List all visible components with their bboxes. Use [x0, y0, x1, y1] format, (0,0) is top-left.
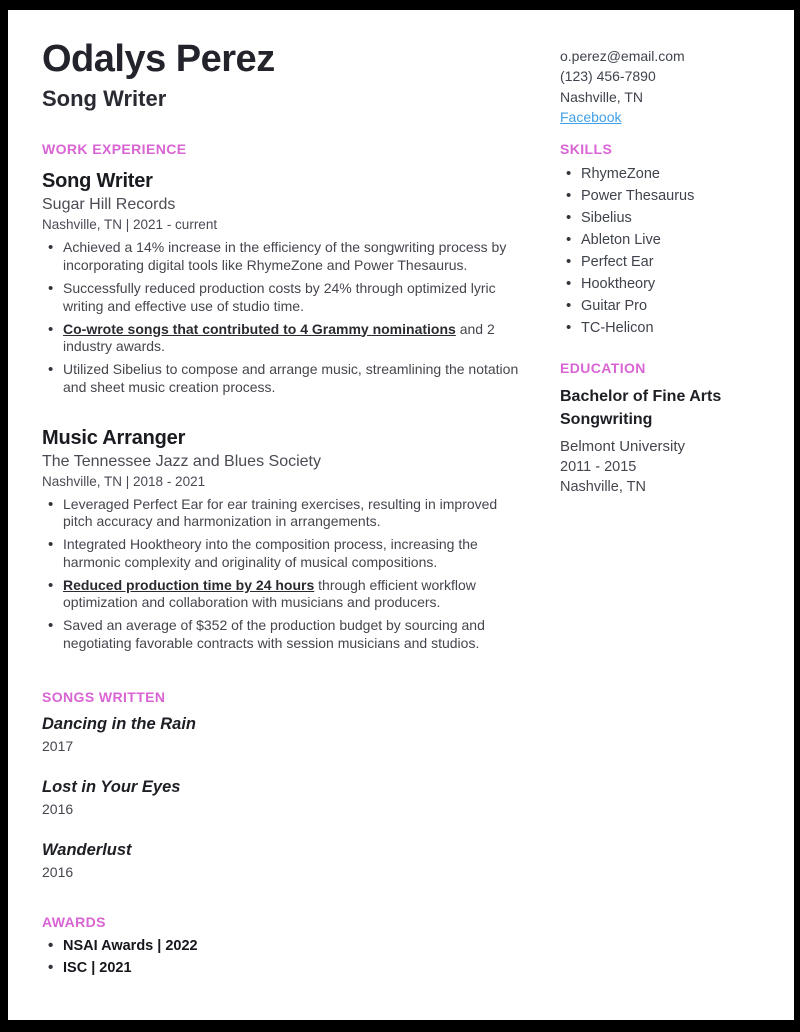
job-entry — [42, 170, 526, 396]
song-entry — [42, 715, 526, 754]
job-bullet — [42, 577, 526, 613]
facebook-link[interactable]: Facebook — [560, 108, 622, 125]
person-name: Odalys Perez — [42, 38, 275, 80]
bullet-text: Achieved a 14% increase in the efficiency of the songwriting process by incorporating digital tools like RhymeZone and Power Thesaurus. — [63, 239, 507, 274]
awards-list — [42, 938, 526, 976]
job-bullet — [42, 361, 526, 397]
bullet-text: Utilized Sibelius to compose and arrange music, streamlining the notation and sheet music creation process. — [63, 361, 519, 395]
song-entry — [42, 841, 526, 880]
skill-item: • Hooktheory — [560, 276, 760, 292]
bullet-text: Successfully reduced production costs by 24% through optimized lyric writing and effective use of studio time. — [63, 280, 496, 314]
person-title: Song Writer — [42, 85, 167, 111]
resume-page — [8, 10, 794, 1020]
sidebar-column — [560, 141, 760, 990]
skill-item: • TC-Helicon — [560, 320, 760, 336]
song-title: Dancing in the Rain — [42, 714, 197, 733]
bullet-text: through efficient workflow optimization and collaboration with musicians and producers. — [63, 576, 476, 611]
song-title: Lost in Your Eyes — [42, 777, 181, 796]
education-heading: EDUCATION — [560, 360, 646, 377]
awards-heading: AWARDS — [42, 913, 106, 930]
job-entry — [42, 427, 526, 653]
work-experience-heading: WORK EXPERIENCE — [42, 141, 187, 158]
bullet-text: and 2 industry awards. — [63, 320, 495, 355]
education-school: Belmont University — [560, 437, 686, 455]
skill-item: • Power Thesaurus — [560, 188, 760, 204]
bullet-text: Leveraged Perfect Ear for ear training exercises, resulting in improved pitch accuracy and harmonization in arrangements. — [63, 495, 498, 530]
contact-block — [560, 38, 760, 141]
contact-email: o.perez@email.com — [560, 48, 685, 64]
skill-item: • Perfect Ear — [560, 254, 760, 270]
contact-phone: (123) 456-7890 — [560, 68, 656, 85]
song-year: 2017 — [42, 737, 74, 754]
song-year: 2016 — [42, 800, 74, 817]
song-title: Wanderlust — [42, 840, 132, 859]
job-bullets — [42, 239, 526, 396]
awards-section — [42, 914, 526, 976]
job-bullet — [42, 321, 526, 357]
skills-list — [560, 166, 760, 336]
job-bullet — [42, 239, 526, 275]
bullet-emphasis: Reduced production time by 24 hours — [63, 576, 315, 593]
skill-item: • Ableton Live — [560, 232, 760, 248]
song-entry — [42, 778, 526, 817]
skill-item: • Guitar Pro — [560, 298, 760, 314]
education-degree: Bachelor of Fine Arts Songwriting — [560, 388, 722, 429]
job-bullet — [42, 536, 526, 572]
skills-heading: SKILLS — [560, 141, 613, 158]
job-company: The Tennessee Jazz and Blues Society — [42, 452, 321, 470]
songs-written-heading: SONGS WRITTEN — [42, 688, 166, 705]
job-bullets — [42, 496, 526, 653]
job-company: Sugar Hill Records — [42, 196, 176, 214]
job-bullet — [42, 496, 526, 532]
skill-item: • RhymeZone — [560, 166, 760, 182]
award-item: • ISC | 2021 — [42, 960, 526, 976]
main-column — [42, 141, 526, 990]
job-bullet — [42, 617, 526, 653]
bullet-text: Saved an average of $352 of the production budget by sourcing and negotiating favorable contracts with session musicians and studios. — [63, 617, 485, 651]
education-dates: 2011 - 2015 — [560, 458, 637, 475]
skill-item: • Sibelius — [560, 210, 760, 226]
education-location: Nashville, TN — [560, 478, 646, 495]
bullet-emphasis: Co-wrote songs that contributed to 4 Grammy nominations — [63, 320, 456, 337]
job-title: Music Arranger — [42, 426, 186, 449]
job-location-dates: Nashville, TN | 2021 - current — [42, 217, 218, 233]
job-bullet — [42, 280, 526, 316]
song-year: 2016 — [42, 863, 74, 880]
jobs-list — [42, 170, 526, 652]
contact-location: Nashville, TN — [560, 88, 643, 105]
job-title: Song Writer — [42, 170, 153, 193]
bullet-text: Integrated Hooktheory into the composition process, increasing the harmonic complexity and originality of musical compositions. — [63, 536, 478, 570]
award-item: • NSAI Awards | 2022 — [42, 938, 526, 954]
job-location-dates: Nashville, TN | 2018 - 2021 — [42, 473, 206, 489]
songs-list — [42, 715, 526, 880]
songs-written-section — [42, 689, 526, 880]
header-identity — [42, 38, 526, 141]
